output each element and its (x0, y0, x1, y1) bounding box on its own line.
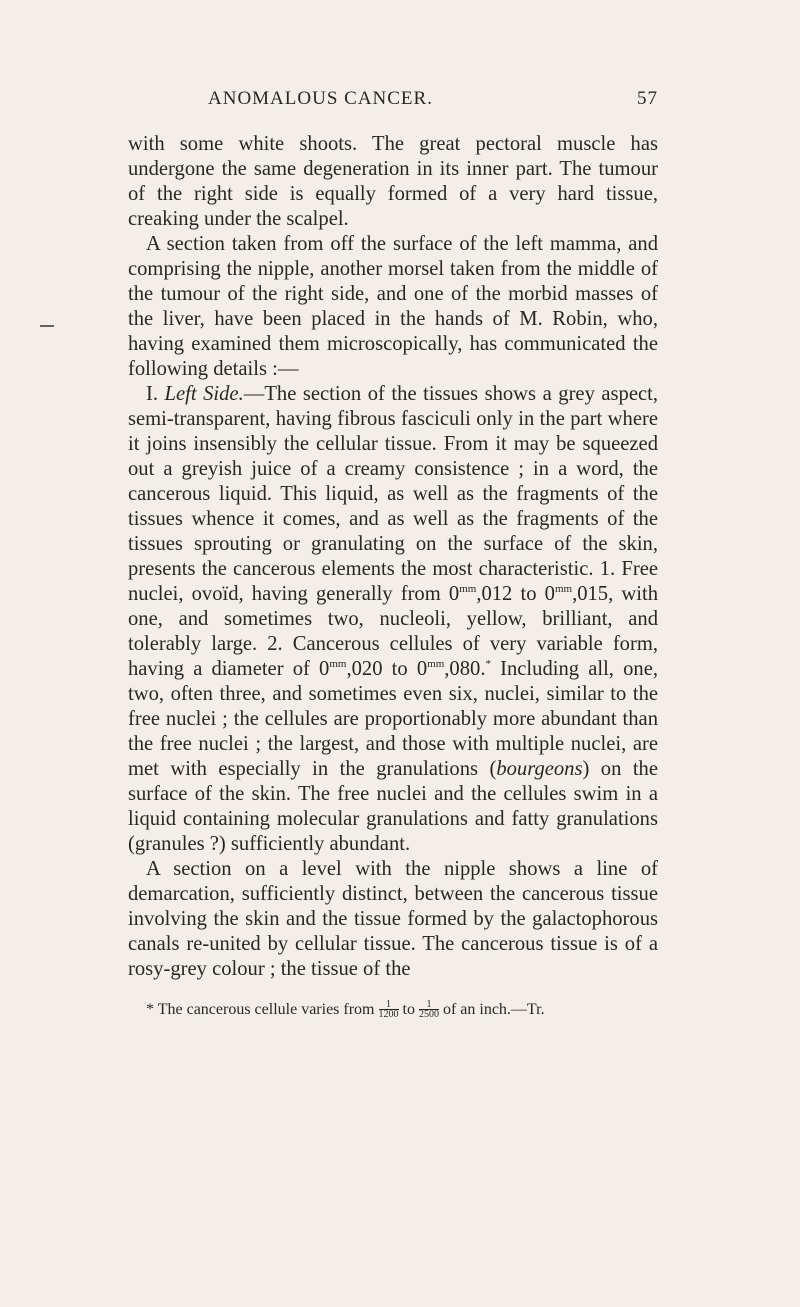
fraction-1-denominator: 1200 (378, 1009, 399, 1020)
footnote-marker: * (485, 658, 491, 670)
footnote-star: * (146, 1001, 154, 1018)
running-header (128, 88, 658, 114)
section-val-4: ,080. (444, 658, 486, 680)
unit-mm-4: mm (427, 658, 445, 670)
fraction-2-numerator: 1 (419, 1000, 439, 1010)
section-text-a: —The section of the tissues shows a grey aspect, semi-transparent, having fibrous fasciculi only in the part where it joins insensibly the cellular tissue. From it may be squeezed out a greyish juice of a creamy consistence ; in a word, the cancerous liquid. This liquid, as well as the fragments of the tissues whence it comes, and as well as the fragments of the tissues sprouting or granulating on the surface of the skin, presents the cancerous elements the most characteristic. 1. Free nuclei, ovoïd, having generally from 0 (128, 383, 658, 605)
page (128, 88, 658, 1020)
section-text-b: Including all, one, two, often three, and sometimes even six, nuclei, similar to the free nuclei ; the cellules are proportionably more abundant than the free nuclei ; the largest, and those with multiple nuclei, are met with especially in the granulations ( (128, 658, 658, 780)
paragraph-1: with some white shoots. The great pectoral muscle has undergone the same degeneration in its inner part. The tumour of the right side is equally formed of a very hard tissue, creaking under the scalpel. (128, 133, 658, 230)
section-text-c: ) on the surface of the skin. The free nuclei and the cellules swim in a liquid containing molecular granulations and fatty granulations (granules ?) sufficiently abundant. (128, 758, 658, 855)
section-val-2: ,015, with one, and sometimes two, nucleoli, yellow, brilliant, and tolerably large. 2. Cancerous cellules of very variable form, having a diameter of 0 (128, 583, 658, 680)
page-number: 57 (637, 88, 658, 109)
margin-mark (40, 325, 54, 327)
header-title: ANOMALOUS CANCER. (208, 88, 433, 109)
footnote (128, 1000, 658, 1020)
paragraph-last: A section on a level with the nipple shows a line of demarcation, sufficiently distinct, between the cancerous tissue involving the skin and the tissue formed by the galactophorous canals re-united by cellular tissue. The cancerous tissue is of a rosy-grey colour ; the tissue of the (128, 858, 658, 980)
fraction-1-numerator: 1 (379, 1000, 399, 1010)
section-val-3: ,020 to 0 (346, 658, 428, 680)
unit-mm-2: mm (554, 583, 573, 595)
unit-mm-1: mm (459, 583, 477, 595)
fraction-1 (379, 1000, 399, 1019)
section-number: I. (146, 383, 159, 405)
paragraph-section-1 (128, 382, 658, 857)
body-text (128, 132, 658, 982)
footnote-text-c: of an inch.—Tr. (438, 1001, 545, 1018)
italic-term: bourgeons (496, 758, 583, 780)
fraction-2 (419, 1000, 439, 1019)
paragraph-2: A section taken from off the surface of the left mamma, and comprising the nipple, another morsel taken from the middle of the tumour of the right side, and one of the morbid masses of the liver, have been placed in the hands of M. Robin, who, having examined them microscopically, has communicated the following details :— (128, 233, 658, 380)
section-val-1: ,012 to 0 (476, 583, 555, 605)
section-heading: Left Side. (164, 383, 244, 405)
footnote-text-a: The cancerous cellule varies from (154, 1001, 379, 1018)
fraction-2-denominator: 2500 (418, 1009, 439, 1020)
unit-mm-3: mm (329, 658, 347, 670)
footnote-text-b: to (398, 1001, 419, 1018)
